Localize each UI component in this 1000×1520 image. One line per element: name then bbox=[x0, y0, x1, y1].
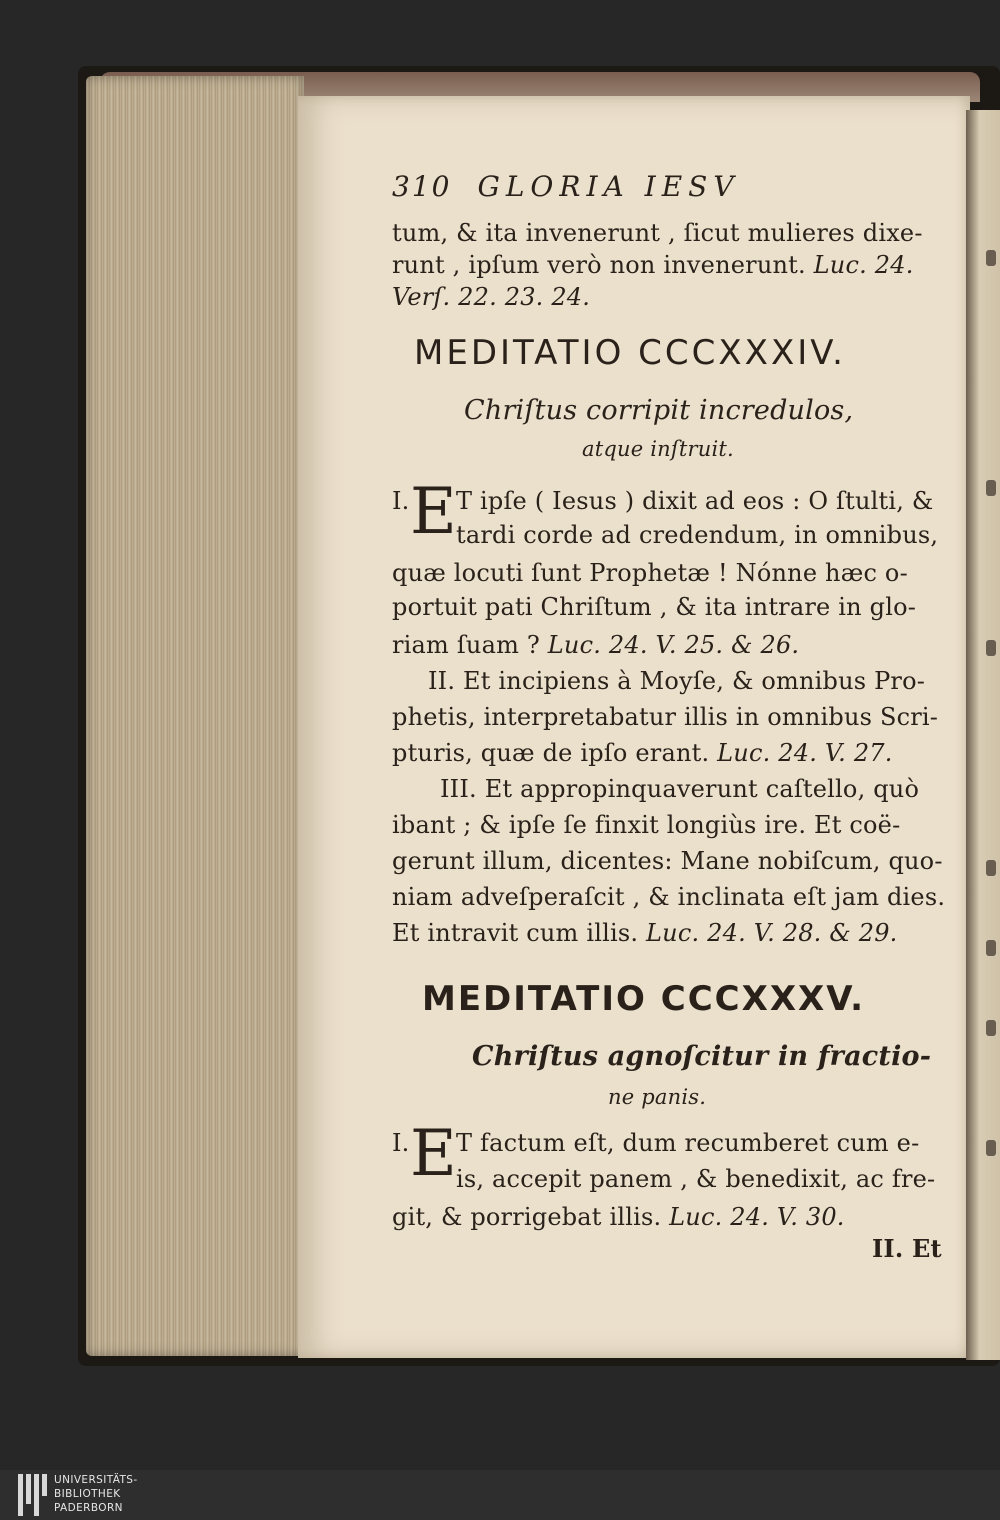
drop-capital: E bbox=[410, 475, 457, 549]
paragraph-number: I. bbox=[392, 1129, 410, 1157]
meditation-subtitle: Chriſtus agnoſcitur in fractio- bbox=[472, 1041, 932, 1072]
text-line: niam adveſperaſcit , & inclinata eſt jam dies. bbox=[392, 883, 946, 911]
paragraph-number: I. bbox=[392, 487, 410, 515]
text-line: III. Et appropinquaverunt caſtello, quò bbox=[440, 775, 920, 803]
drop-capital: E bbox=[410, 1117, 457, 1191]
library-name: UNIVERSITÄTS- BIBLIOTHEK PADERBORN bbox=[54, 1474, 138, 1514]
reference: Luc. 24. V. 25. & 26. bbox=[547, 631, 800, 659]
library-logo-icon bbox=[18, 1474, 48, 1516]
running-head bbox=[392, 172, 740, 202]
reference: Luc. 24. V. 28. & 29. bbox=[646, 919, 898, 947]
text-line: runt , ipſum verò non invenerunt. Luc. 24. bbox=[392, 251, 914, 279]
reference: Luc. 24. V. 30. bbox=[669, 1203, 845, 1231]
text-line: II. Et incipiens à Moyſe, & omnibus Pro- bbox=[428, 667, 926, 695]
running-title: GLORIA IESV bbox=[477, 170, 740, 203]
text-line: Et intravit cum illis. Luc. 24. V. 28. & 29. bbox=[392, 919, 898, 947]
meditation-subtitle: ne panis. bbox=[608, 1085, 707, 1109]
facing-page-letters bbox=[986, 220, 1000, 1220]
text-line: git, & porrigebat illis. Luc. 24. V. 30. bbox=[392, 1203, 845, 1231]
meditation-title: MEDITATIO CCCXXXIV. bbox=[414, 333, 846, 373]
page-number: 310 bbox=[392, 170, 452, 203]
text-line: phetis, interpretabatur illis in omnibus Scri- bbox=[392, 703, 939, 731]
text-line: quæ locuti ſunt Prophetæ ! Nónne hæc o- bbox=[392, 559, 908, 587]
text-line: gerunt illum, dicentes: Mane nobiſcum, quo- bbox=[392, 847, 943, 875]
text-line: tardi corde ad credendum, in omnibus, bbox=[456, 521, 939, 549]
reference: Luc. 24. bbox=[813, 251, 914, 279]
meditation-title: MEDITATIO CCCXXXV. bbox=[422, 979, 866, 1019]
page-edges bbox=[86, 76, 304, 1356]
text-line: T ipſe ( Iesus ) dixit ad eos : O ſtulti, & bbox=[456, 487, 934, 515]
catchword: II. Et bbox=[872, 1234, 942, 1263]
text-line: ibant ; & ipſe ſe finxit longiùs ire. Et coë- bbox=[392, 811, 901, 839]
library-footer bbox=[0, 1470, 1000, 1520]
meditation-subtitle: Chriſtus corripit incredulos, bbox=[464, 395, 854, 426]
reference: Verſ. 22. 23. 24. bbox=[392, 283, 591, 311]
text-line: is, accepit panem , & benedixit, ac fre- bbox=[456, 1165, 936, 1193]
text-line: tum, & ita invenerunt , ſicut mulieres dixe- bbox=[392, 219, 923, 247]
text-line: portuit pati Chriſtum , & ita intrare in glo- bbox=[392, 593, 917, 621]
text-line: T factum eſt, dum recumberet cum e- bbox=[456, 1129, 920, 1157]
text-line: riam ſuam ? Luc. 24. V. 25. & 26. bbox=[392, 631, 800, 659]
text-line: pturis, quæ de ipſo erant. Luc. 24. V. 27. bbox=[392, 739, 893, 767]
reference: Luc. 24. V. 27. bbox=[717, 739, 893, 767]
meditation-subtitle: atque inſtruit. bbox=[582, 437, 734, 461]
